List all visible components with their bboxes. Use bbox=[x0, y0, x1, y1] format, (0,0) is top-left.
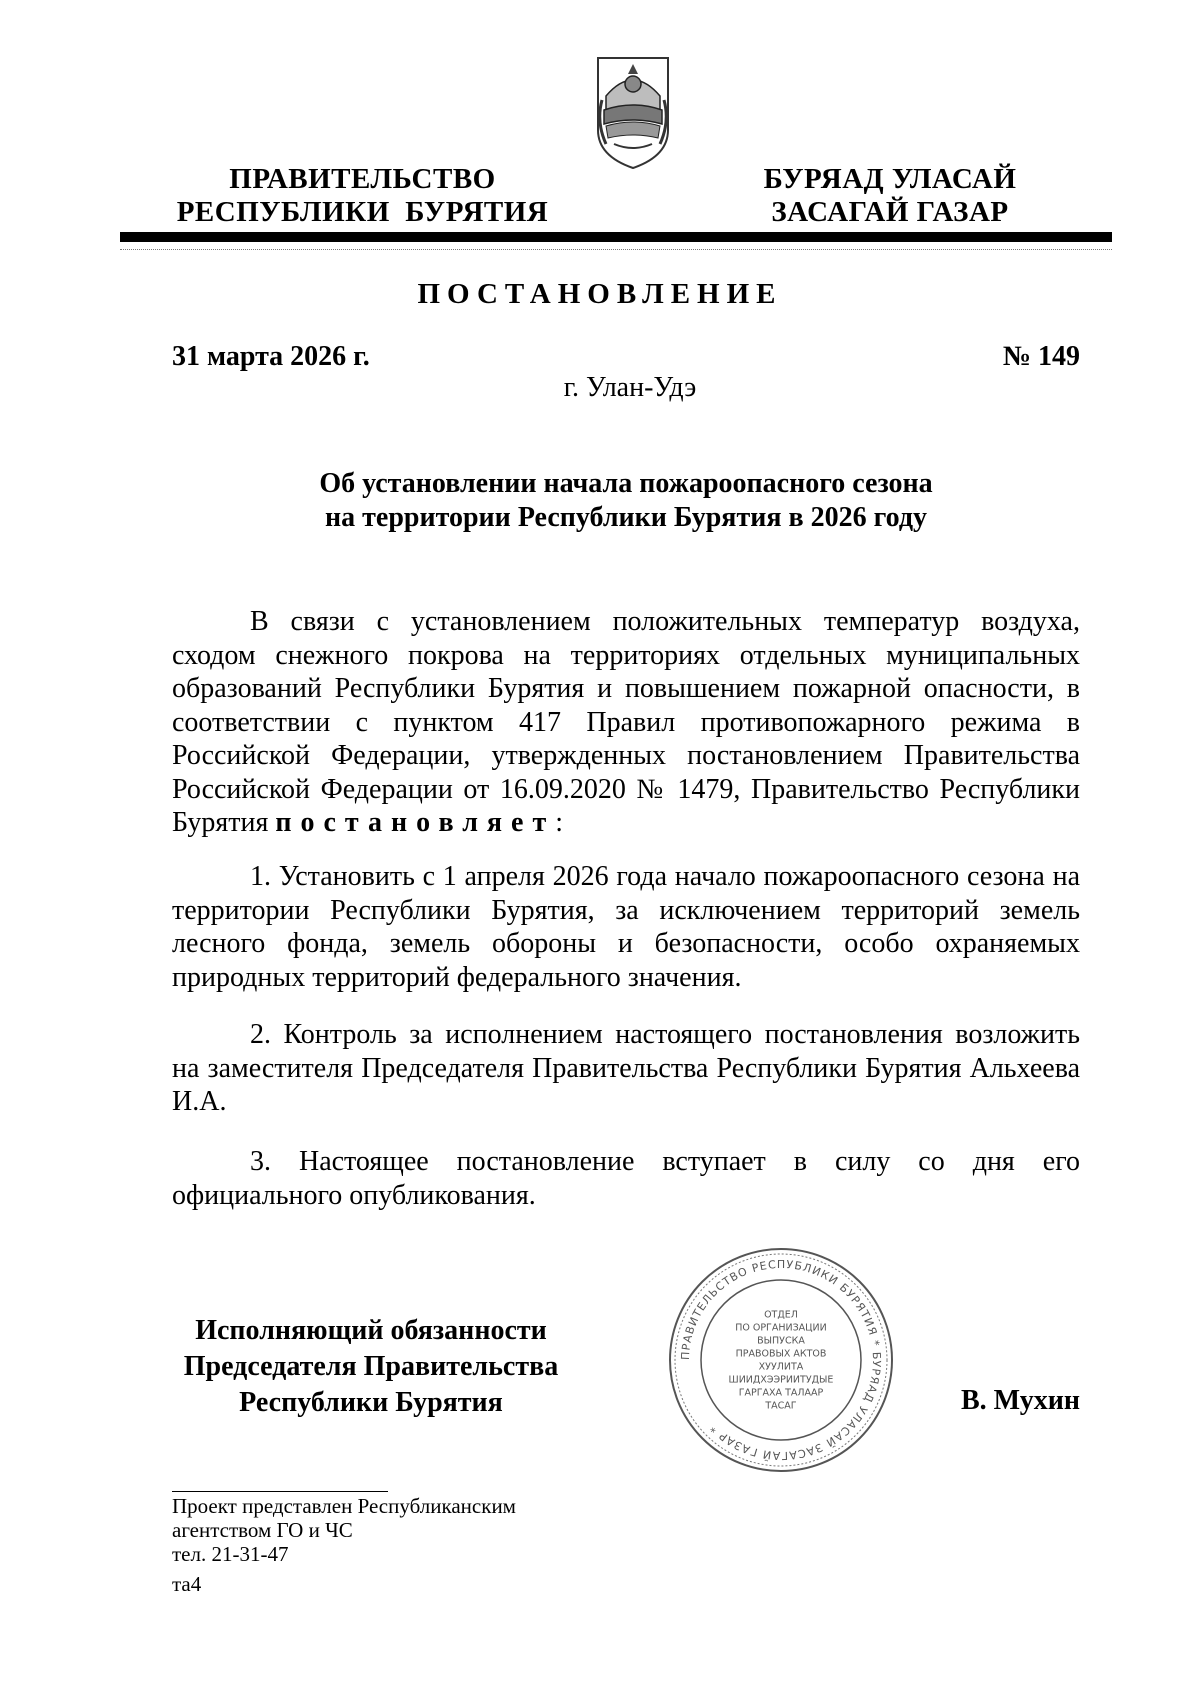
item-3-text: 3. Настоящее постановление вступает в силу со дня его официального опубликования. bbox=[172, 1146, 1080, 1211]
header-left-line1: ПРАВИТЕЛЬСТВО bbox=[229, 163, 496, 195]
document-type: ПОСТАНОВЛЕНИЕ bbox=[417, 278, 783, 310]
preamble-text: В связи с установлением положительных температур воздуха, сходом снежного покрова на территориях отдельных муниципальных образований Республики Бурятия и повышением пожарной опасности, в соответствии с пунктом 417 Правил противопожарного режима в Российской Федерации, утвержденных постановлением Правительства Российской Федерации от 16.09.2020 № 1479, Правительство Республики Бурятия bbox=[172, 606, 1080, 838]
document-date: 31 марта 2026 г. bbox=[172, 341, 370, 372]
item-1-text: 1. Установить с 1 апреля 2026 года начало пожароопасного сезона на территории Республики Бурятия, за исключением территорий земель лесного фонда, земель обороны и безопасности, особо охраняемых природных территорий федерального значения. bbox=[172, 861, 1080, 993]
signatory-position-line3: Республики Бурятия bbox=[239, 1387, 503, 1418]
header-right-block bbox=[740, 163, 1040, 229]
title-line2: на территории Республики Бурятия в 2026 году bbox=[325, 502, 927, 533]
resolve-word: постановляет bbox=[275, 807, 556, 838]
seal-ring-text: ПРАВИТЕЛЬСТВО РЕСПУБЛИКИ БУРЯТИЯ * БУРЯАД УЛАСАЙ ЗАСАГАЙ ГАЗАР * bbox=[678, 1257, 884, 1463]
document-title bbox=[172, 467, 1080, 535]
item-3-paragraph bbox=[172, 1145, 1080, 1212]
document-reference-code: та4 bbox=[172, 1572, 202, 1596]
header-right-line1: БУРЯАД УЛАСАЙ bbox=[763, 163, 1017, 195]
footer-divider bbox=[172, 1491, 388, 1492]
seal-center-line: ШИИДХЭЭРИИТУДЫЕ bbox=[728, 1374, 834, 1386]
footer-line3: тел. 21-31-47 bbox=[172, 1542, 289, 1566]
seal-center-line: ПО ОРГАНИЗАЦИИ bbox=[735, 1322, 827, 1334]
header-left-block bbox=[165, 163, 560, 229]
signatory-position-line1: Исполняющий обязанности bbox=[195, 1315, 547, 1346]
seal-center-line: ГАРГАХА ТАЛААР bbox=[738, 1387, 824, 1399]
header-divider-dotted bbox=[120, 249, 1112, 250]
header-right-line2: ЗАСАГАЙ ГАЗАР bbox=[771, 196, 1009, 228]
seal-center-line: ХУУЛИТА bbox=[758, 1361, 804, 1373]
signatory-position-line2: Председателя Правительства bbox=[183, 1351, 559, 1382]
item-2-paragraph bbox=[172, 1018, 1080, 1119]
item-2-text: 2. Контроль за исполнением настоящего постановления возложить на заместителя Председателя Правительства Республики Бурятия Альхеева И.А. bbox=[172, 1019, 1080, 1117]
document-city: г. Улан-Удэ bbox=[563, 372, 697, 403]
footer-line1: Проект представлен Республиканским bbox=[172, 1494, 516, 1518]
header-divider-thick bbox=[120, 232, 1112, 242]
footer-line2: агентством ГО и ЧС bbox=[172, 1518, 353, 1542]
official-seal bbox=[666, 1245, 896, 1475]
seal-center-line: ПРАВОВЫХ АКТОВ bbox=[735, 1348, 827, 1360]
seal-center-line: ТАСАГ bbox=[765, 1400, 797, 1412]
signatory-position bbox=[172, 1313, 570, 1421]
svg-text:ПРАВИТЕЛЬСТВО РЕСПУБЛИКИ БУРЯТ bbox=[679, 1258, 883, 1462]
seal-center-line: ВЫПУСКА bbox=[757, 1335, 805, 1347]
title-line1: Об установлении начала пожароопасного сезона bbox=[319, 468, 933, 499]
signatory-name: В. Мухин bbox=[961, 1385, 1080, 1416]
document-number: № 149 bbox=[1002, 341, 1080, 372]
footer-note bbox=[172, 1494, 516, 1566]
seal-center-line: ОТДЕЛ bbox=[764, 1309, 798, 1321]
header-left-line2: РЕСПУБЛИКИ БУРЯТИЯ bbox=[176, 196, 549, 228]
item-1-paragraph bbox=[172, 860, 1080, 994]
resolve-suffix: : bbox=[555, 807, 564, 838]
preamble-paragraph bbox=[172, 605, 1080, 840]
coat-of-arms-emblem bbox=[592, 52, 674, 172]
